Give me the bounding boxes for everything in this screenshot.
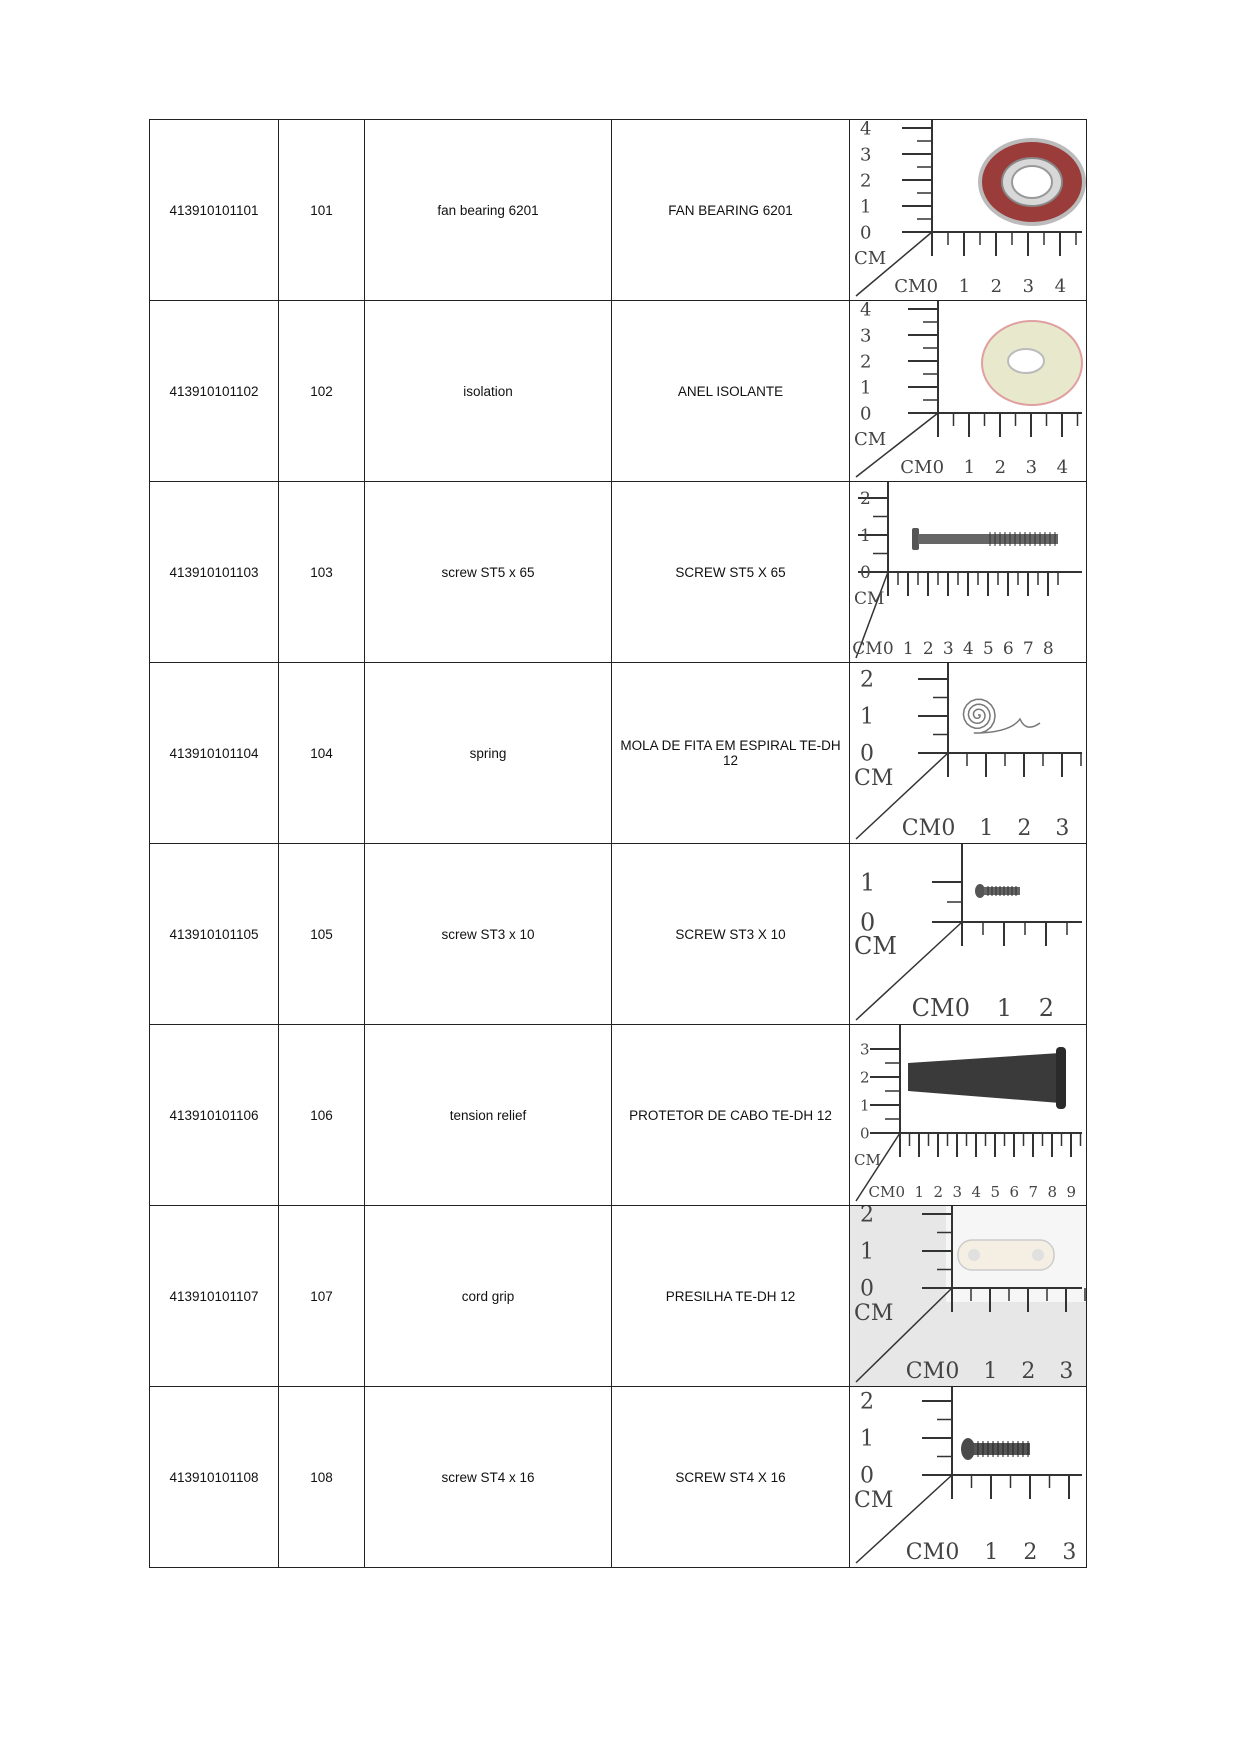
scale-photo <box>850 1025 1086 1205</box>
table-row <box>150 1387 1087 1568</box>
ruler-y-label: 0 <box>860 1124 870 1143</box>
unit-label-y: CM <box>854 1488 894 1513</box>
scale-photo <box>850 301 1086 481</box>
ruler-x-label: 4 <box>1056 457 1069 478</box>
ruler-y-label: 0 <box>860 741 874 767</box>
part-photo <box>850 301 1087 482</box>
part-photo <box>850 1206 1087 1387</box>
ruler-x-label: 0 <box>895 1183 906 1201</box>
ruler-x-label: 2 <box>1017 816 1032 841</box>
description-en: screw ST3 x 10 <box>365 844 612 1025</box>
description-pt: ANEL ISOLANTE <box>612 301 850 482</box>
description-pt: MOLA DE FITA EM ESPIRAL TE-DH 12 <box>612 663 850 844</box>
ruler-y-label: 2 <box>860 351 872 373</box>
ruler-x-label: 1 <box>996 994 1013 1022</box>
unit-label-x: CM <box>868 1183 896 1201</box>
ruler-y-label: 3 <box>860 1040 870 1059</box>
ruler-y-label: 0 <box>860 908 876 937</box>
unit-label-x: CM <box>900 457 933 478</box>
position-number: 102 <box>279 301 365 482</box>
part-photo <box>850 1025 1087 1206</box>
position-number: 107 <box>279 1206 365 1387</box>
ruler-x-label: 1 <box>914 1183 925 1201</box>
ruler-x-label: 9 <box>1066 1183 1077 1201</box>
unit-label-y: CM <box>854 589 885 609</box>
ruler-y-label: 4 <box>860 120 872 140</box>
scale-photo <box>850 482 1086 662</box>
scale-photo <box>850 663 1086 843</box>
description-pt: SCREW ST5 X 65 <box>612 482 850 663</box>
unit-label-x: CM <box>911 994 955 1022</box>
ruler-y-label: 2 <box>860 1389 874 1415</box>
unit-label-x: CM <box>852 639 883 659</box>
ruler-x-label: 7 <box>1022 639 1034 659</box>
ruler-x-label: 0 <box>941 816 956 841</box>
scale-photo <box>850 120 1086 300</box>
ruler-x-label: 3 <box>1055 816 1070 841</box>
position-number: 108 <box>279 1387 365 1568</box>
ruler-x-label: 4 <box>971 1183 982 1201</box>
unit-label-x: CM <box>901 816 942 841</box>
ruler-x-label: 2 <box>990 276 1003 297</box>
ruler-x-label: 2 <box>994 457 1007 478</box>
part-photo <box>850 120 1087 301</box>
ruler-x-label: 0 <box>882 639 894 659</box>
part-photo <box>850 663 1087 844</box>
part-code: 413910101102 <box>150 301 279 482</box>
part-code: 413910101106 <box>150 1025 279 1206</box>
part-code: 413910101101 <box>150 120 279 301</box>
ruler-x-label: 4 <box>962 639 974 659</box>
ruler-y-label: 3 <box>860 144 872 166</box>
ruler-y-label: 1 <box>860 1426 874 1452</box>
ruler-y-label: 2 <box>860 1068 870 1087</box>
unit-label-y: CM <box>854 248 887 269</box>
ruler-x-label: 1 <box>902 639 914 659</box>
ruler-x-label: 5 <box>990 1183 1001 1201</box>
ruler-x-label: 3 <box>1062 1540 1077 1565</box>
ruler-y-label: 0 <box>860 222 872 244</box>
position-number: 103 <box>279 482 365 663</box>
ruler-y-label: 1 <box>860 525 871 546</box>
ruler-x-label: 2 <box>922 639 934 659</box>
ruler-y-label: 2 <box>860 667 874 693</box>
parts-table <box>149 119 1087 1568</box>
part-code: 413910101104 <box>150 663 279 844</box>
insulating-ring-icon <box>982 321 1082 405</box>
unit-label-y: CM <box>854 1301 894 1326</box>
ruler-y-label: 4 <box>860 301 872 321</box>
ruler-x-label: 4 <box>1054 276 1067 297</box>
scale-photo <box>850 1387 1086 1567</box>
ruler-y-label: 2 <box>860 170 872 192</box>
ruler-x-label: 3 <box>1059 1359 1074 1384</box>
position-number: 106 <box>279 1025 365 1206</box>
part-code: 413910101107 <box>150 1206 279 1387</box>
description-pt: PRESILHA TE-DH 12 <box>612 1206 850 1387</box>
table-row <box>150 844 1087 1025</box>
ruler-x-label: 3 <box>942 639 954 659</box>
description-en: spring <box>365 663 612 844</box>
description-pt: SCREW ST4 X 16 <box>612 1387 850 1568</box>
description-pt: FAN BEARING 6201 <box>612 120 850 301</box>
position-number: 101 <box>279 120 365 301</box>
description-en: screw ST4 x 16 <box>365 1387 612 1568</box>
parts-table-body <box>150 120 1087 1568</box>
ruler-y-label: 0 <box>860 1276 874 1302</box>
ruler-x-label: 0 <box>945 1359 960 1384</box>
unit-label-y: CM <box>854 429 887 450</box>
ruler-y-label: 1 <box>860 196 872 218</box>
ruler-y-label: 2 <box>860 488 871 509</box>
part-photo <box>850 844 1087 1025</box>
ruler-y-label: 1 <box>860 704 874 730</box>
ruler-x-label: 5 <box>982 639 994 659</box>
ruler-x-label: 1 <box>984 1540 999 1565</box>
description-en: cord grip <box>365 1206 612 1387</box>
ruler-x-label: 6 <box>1009 1183 1020 1201</box>
part-code: 413910101105 <box>150 844 279 1025</box>
ruler-x-label: 3 <box>952 1183 963 1201</box>
description-en: fan bearing 6201 <box>365 120 612 301</box>
unit-label-y: CM <box>854 932 897 960</box>
cord-clip-icon <box>958 1240 1054 1270</box>
ruler-x-label: 0 <box>954 994 971 1022</box>
table-row <box>150 301 1087 482</box>
ruler-y-label: 0 <box>860 403 872 425</box>
unit-label-x: CM <box>905 1359 946 1384</box>
description-en: isolation <box>365 301 612 482</box>
ruler-y-label: 1 <box>860 377 872 399</box>
ruler-x-label: 3 <box>1025 457 1038 478</box>
ruler-x-label: 0 <box>926 276 939 297</box>
description-pt: PROTETOR DE CABO TE-DH 12 <box>612 1025 850 1206</box>
ruler-y-label: 3 <box>860 325 872 347</box>
part-code: 413910101108 <box>150 1387 279 1568</box>
unit-label-y: CM <box>854 766 894 791</box>
ruler-y-label: 1 <box>860 1239 874 1265</box>
scale-photo <box>850 844 1086 1024</box>
table-row <box>150 663 1087 844</box>
ruler-x-label: 6 <box>1002 639 1014 659</box>
ruler-x-label: 2 <box>933 1183 944 1201</box>
ruler-y-label: 0 <box>860 562 871 583</box>
ruler-x-label: 8 <box>1047 1183 1058 1201</box>
description-pt: SCREW ST3 X 10 <box>612 844 850 1025</box>
unit-label-y: CM <box>854 1151 881 1169</box>
description-en: screw ST5 x 65 <box>365 482 612 663</box>
position-number: 105 <box>279 844 365 1025</box>
ruler-x-label: 8 <box>1042 639 1054 659</box>
ruler-y-label: 0 <box>860 1463 874 1489</box>
ruler-x-label: 7 <box>1028 1183 1039 1201</box>
part-code: 413910101103 <box>150 482 279 663</box>
ruler-y-label: 1 <box>860 1096 870 1115</box>
ruler-x-label: 0 <box>945 1540 960 1565</box>
ruler-x-label: 1 <box>958 276 971 297</box>
ruler-x-label: 0 <box>932 457 945 478</box>
ruler-x-label: 1 <box>963 457 976 478</box>
table-row <box>150 120 1087 301</box>
table-row <box>150 1025 1087 1206</box>
position-number: 104 <box>279 663 365 844</box>
scale-photo <box>850 1206 1086 1386</box>
ruler-x-label: 2 <box>1038 994 1055 1022</box>
unit-label-x: CM <box>905 1540 946 1565</box>
description-en: tension relief <box>365 1025 612 1206</box>
ruler-x-label: 2 <box>1021 1359 1036 1384</box>
table-row <box>150 482 1087 663</box>
unit-label-x: CM <box>894 276 927 297</box>
ball-bearing-icon <box>980 140 1084 224</box>
ruler-x-label: 1 <box>983 1359 998 1384</box>
ruler-x-label: 2 <box>1023 1540 1038 1565</box>
part-photo <box>850 482 1087 663</box>
ruler-x-label: 3 <box>1022 276 1035 297</box>
ruler-x-label: 1 <box>979 816 994 841</box>
table-row <box>150 1206 1087 1387</box>
ruler-y-label: 1 <box>860 868 876 897</box>
ruler-y-label: 2 <box>860 1206 874 1228</box>
part-photo <box>850 1387 1087 1568</box>
